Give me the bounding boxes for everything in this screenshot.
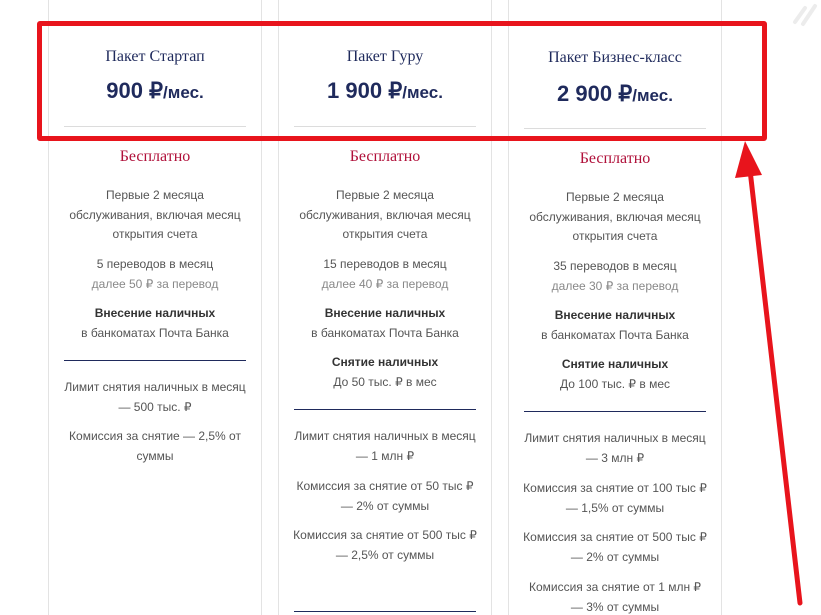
price-period: /мес. <box>402 83 443 102</box>
free-label: Бесплатно <box>119 148 191 165</box>
package-name: Пакет Стартап <box>105 48 205 65</box>
withdrawal-title: Снятие наличных <box>561 357 669 371</box>
commission-line: Комиссия за снятие от 100 тыс ₽ <box>523 481 707 495</box>
commission-line: Комиссия за снятие от 1 млн ₽ <box>528 580 702 594</box>
package-name: Пакет Бизнес-класс <box>548 49 682 66</box>
free-text-line: открытия счета <box>572 229 658 243</box>
arrow-shaft <box>750 170 800 603</box>
free-text-line: Первые 2 месяца <box>336 188 434 202</box>
commission-line: — 2,5% от суммы <box>335 547 435 562</box>
limit-line: — 500 тыс. ₽ <box>118 399 192 414</box>
price-amount: 1 900 ₽ <box>327 78 403 103</box>
commission-line: Комиссия за снятие от 500 тыс ₽ <box>293 528 477 542</box>
commission-line: Комиссия за снятие от 50 тыс ₽ <box>296 479 474 493</box>
commission-line: — 2% от суммы <box>570 549 660 564</box>
watermark-icon <box>781 0 821 30</box>
withdrawal-text: До 50 тыс. ₽ в мес <box>333 374 437 389</box>
price-amount: 900 ₽ <box>106 78 164 103</box>
commission-line: — 3% от суммы <box>570 599 660 614</box>
free-text-line: открытия счета <box>112 227 198 241</box>
withdrawal-title: Снятие наличных <box>331 355 439 369</box>
limit-line: Лимит снятия наличных в месяц <box>524 431 706 445</box>
transfers-extra-fee: далее 30 ₽ за перевод <box>551 279 679 293</box>
deposit-text: в банкоматах Почта Банка <box>81 325 229 340</box>
transfers-extra-fee: далее 50 ₽ за перевод <box>91 277 219 291</box>
commission-line: Комиссия за снятие от 500 тыс ₽ <box>523 530 707 544</box>
transfers-count: 15 переводов в месяц <box>323 257 447 271</box>
limit-line: — 1 млн ₽ <box>355 448 415 463</box>
limit-line: Лимит снятия наличных в месяц <box>64 380 246 394</box>
free-text-line: обслуживания, включая месяц <box>529 209 701 224</box>
deposit-text: в банкоматах Почта Банка <box>541 327 689 342</box>
deposit-title: Внесение наличных <box>94 306 216 320</box>
deposit-title: Внесение наличных <box>324 306 446 320</box>
free-label: Бесплатно <box>579 150 651 167</box>
transfers-count: 5 переводов в месяц <box>96 257 214 271</box>
commission-line: Комиссия за снятие — 2,5% от <box>69 429 241 443</box>
price-period: /мес. <box>163 83 204 102</box>
limit-line: — 3 млн ₽ <box>585 450 645 465</box>
free-text-line: обслуживания, включая месяц <box>299 207 471 222</box>
free-label: Бесплатно <box>349 148 421 165</box>
deposit-title: Внесение наличных <box>554 308 676 322</box>
price-amount: 2 900 ₽ <box>557 81 633 106</box>
limit-line: Лимит снятия наличных в месяц <box>294 429 476 443</box>
free-text-line: обслуживания, включая месяц <box>69 207 241 222</box>
transfers-count: 35 переводов в месяц <box>553 259 677 273</box>
commission-line: — 2% от суммы <box>340 498 430 513</box>
free-text-line: Первые 2 месяца <box>566 190 664 204</box>
price-period: /мес. <box>632 86 673 105</box>
commission-line: суммы <box>136 448 174 463</box>
free-text-line: Первые 2 месяца <box>106 188 204 202</box>
transfers-extra-fee: далее 40 ₽ за перевод <box>321 277 449 291</box>
free-text-line: открытия счета <box>342 227 428 241</box>
deposit-text: в банкоматах Почта Банка <box>311 325 459 340</box>
arrow-head-icon <box>735 141 762 178</box>
commission-line: — 1,5% от суммы <box>565 500 665 515</box>
package-name: Пакет Гуру <box>346 48 424 65</box>
withdrawal-text: До 100 тыс. ₽ в мес <box>559 376 670 391</box>
